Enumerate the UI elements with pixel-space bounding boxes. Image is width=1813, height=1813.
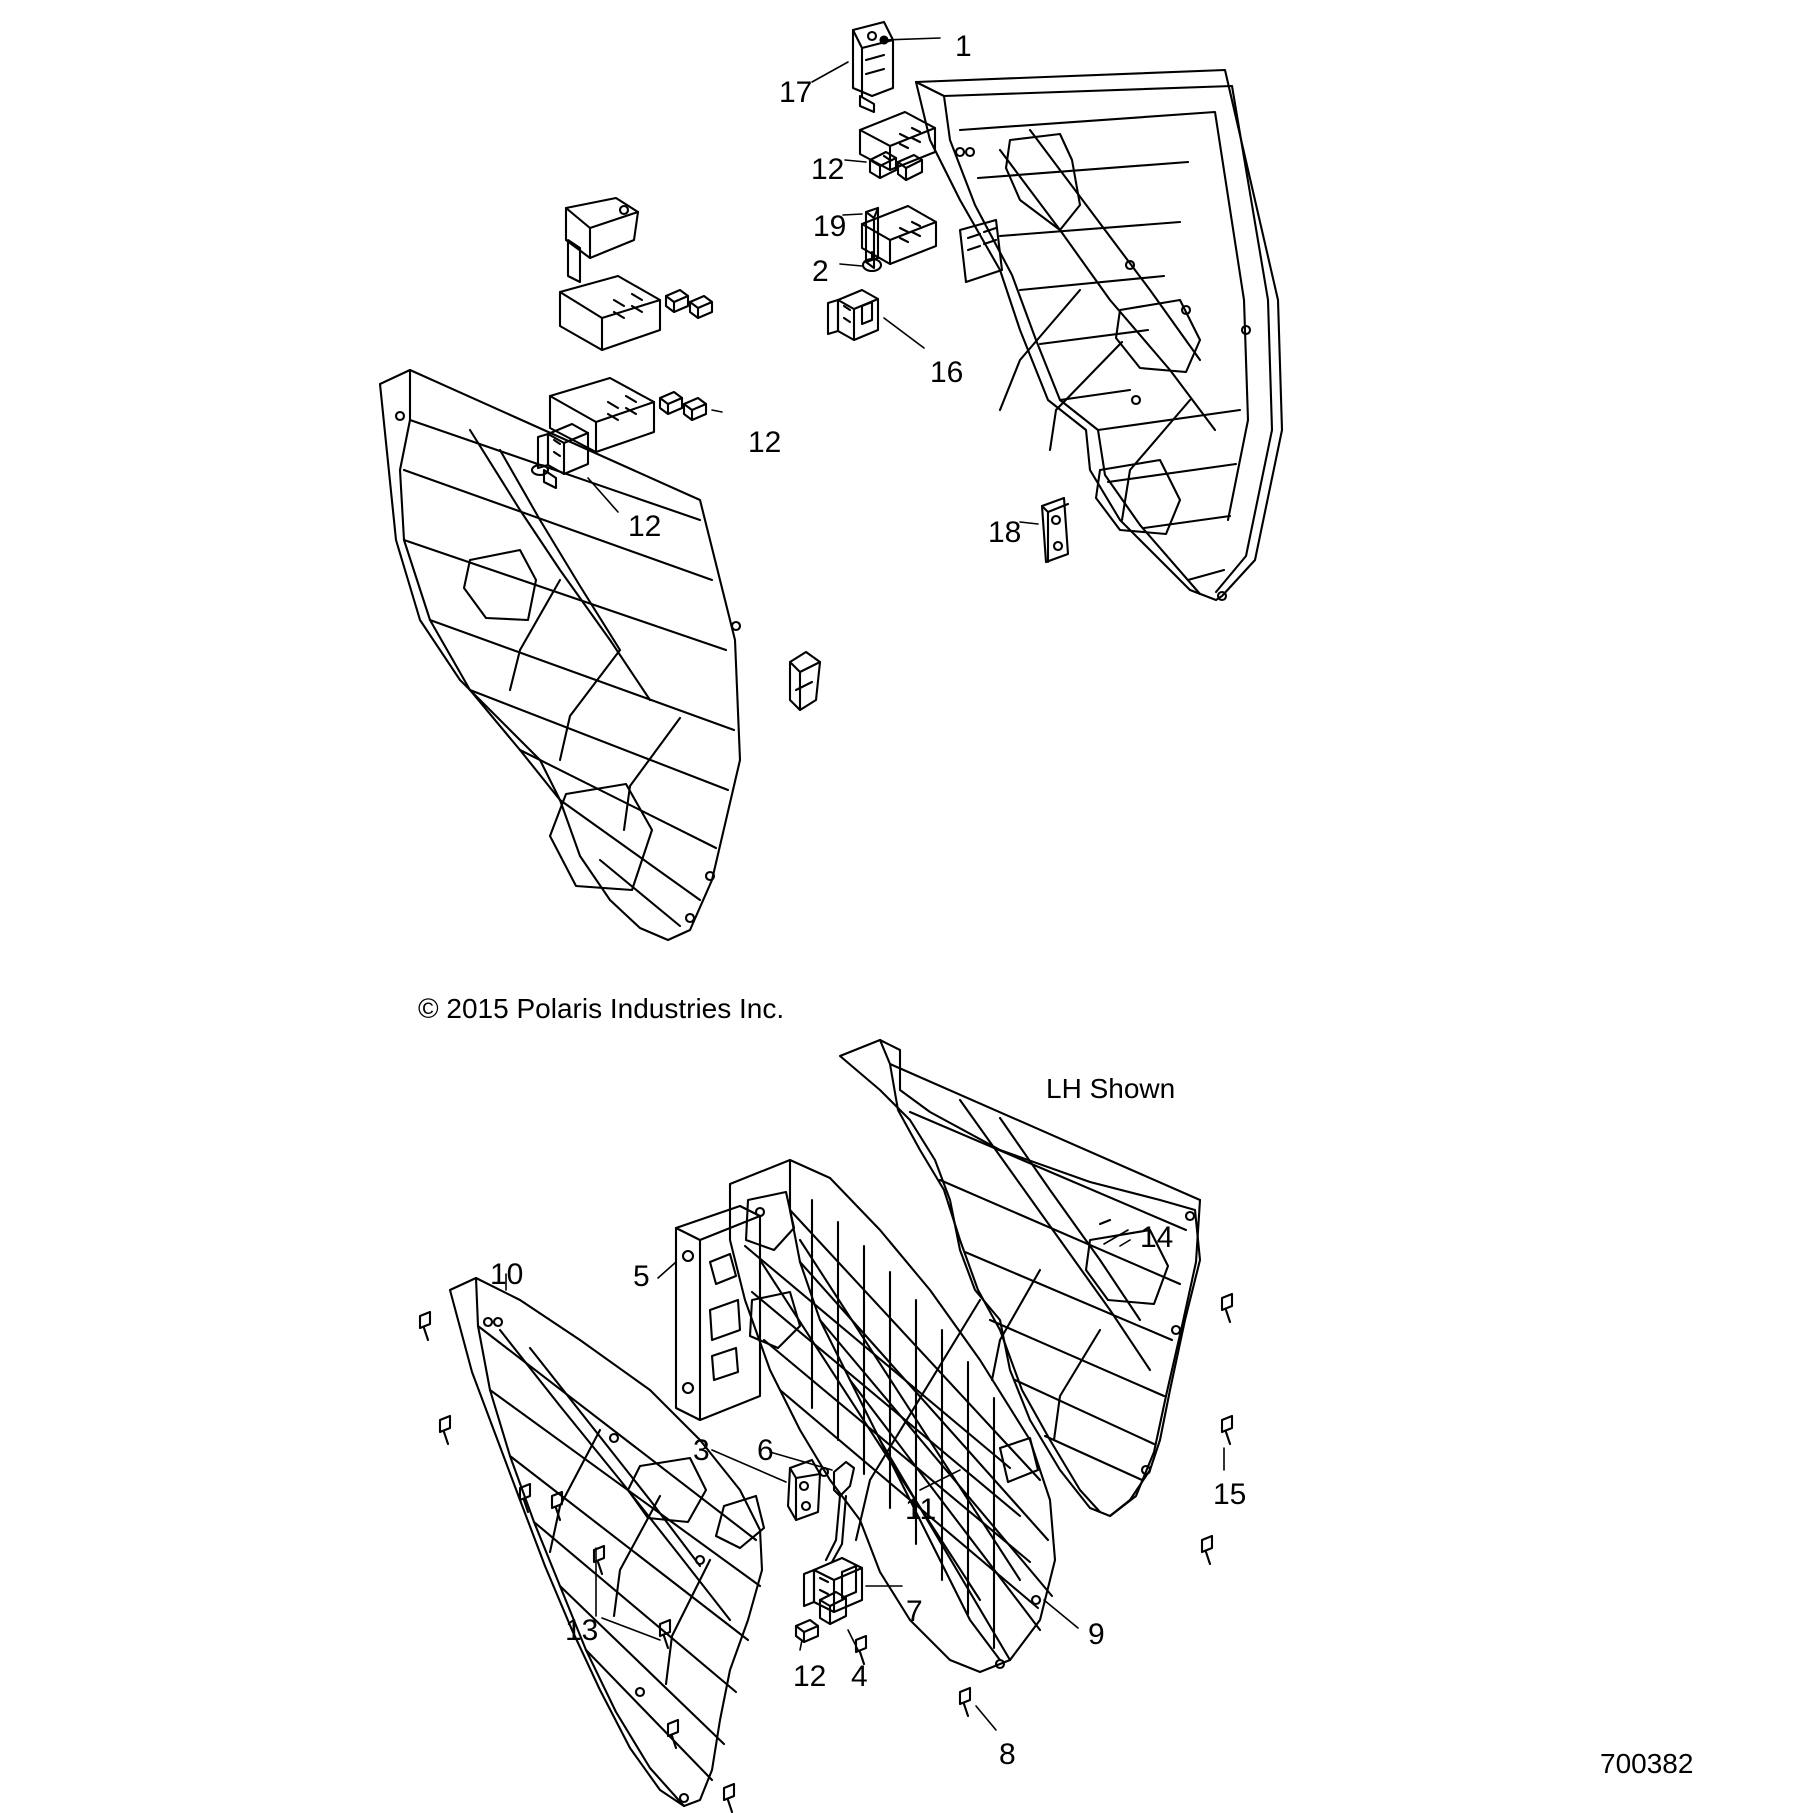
handle-left-mid xyxy=(560,276,660,350)
part-12-fastener-upper xyxy=(870,152,922,180)
diagram-part-number: 700382 xyxy=(1600,1748,1694,1779)
latch-small-left xyxy=(790,652,820,710)
callout-number-19: 19 xyxy=(813,210,847,243)
part-16-hinge xyxy=(828,290,878,340)
callout-number-8: 8 xyxy=(999,1738,1016,1771)
callout-number-17: 17 xyxy=(779,76,813,109)
callout-number-10: 10 xyxy=(490,1258,524,1291)
handle-left-upper xyxy=(566,198,638,282)
callout-number-2: 2 xyxy=(812,255,829,288)
callout-number-12: 12 xyxy=(811,153,845,186)
part-5-plate xyxy=(676,1206,760,1420)
callout-number-5: 5 xyxy=(633,1260,650,1293)
part-8-fastener xyxy=(960,1688,970,1716)
part-3-striker xyxy=(788,1460,820,1520)
callout-number-14: 14 xyxy=(1140,1221,1174,1254)
callout-number-12: 12 xyxy=(748,426,782,459)
copyright-notice: © 2015 Polaris Industries Inc. xyxy=(418,993,785,1024)
door-outer-panel-right xyxy=(916,70,1282,600)
part-13-fasteners xyxy=(420,1312,734,1812)
part-15-fasteners xyxy=(1202,1294,1232,1564)
callout-number-7: 7 xyxy=(906,1595,923,1628)
callout-number-9: 9 xyxy=(1088,1618,1105,1651)
callout-number-6: 6 xyxy=(757,1434,774,1467)
callout-number-15: 15 xyxy=(1213,1478,1247,1511)
callout-number-1: 1 xyxy=(955,30,972,63)
part-12-fastener-left-upper xyxy=(666,290,712,318)
part-18-striker xyxy=(1042,498,1068,562)
part-14-trim-panel xyxy=(840,1040,1200,1516)
part-10-outer-door-skin xyxy=(450,1278,764,1806)
part-17-bracket xyxy=(853,22,893,112)
callout-number-12: 12 xyxy=(793,1660,827,1693)
part-12-fastener-left-lower xyxy=(660,392,706,420)
part-6-latch-rod xyxy=(826,1462,854,1562)
callout-number-12: 12 xyxy=(628,510,662,543)
view-note-lh-shown: LH Shown xyxy=(1046,1073,1176,1104)
callout-number-3: 3 xyxy=(693,1434,710,1467)
callout-number-13: 13 xyxy=(565,1614,599,1647)
callout-number-11: 11 xyxy=(905,1493,937,1526)
part-9-inner-door-frame xyxy=(730,1160,1055,1672)
callout-number-18: 18 xyxy=(988,516,1022,549)
callout-number-16: 16 xyxy=(930,356,964,389)
callout-number-4: 4 xyxy=(851,1660,868,1693)
